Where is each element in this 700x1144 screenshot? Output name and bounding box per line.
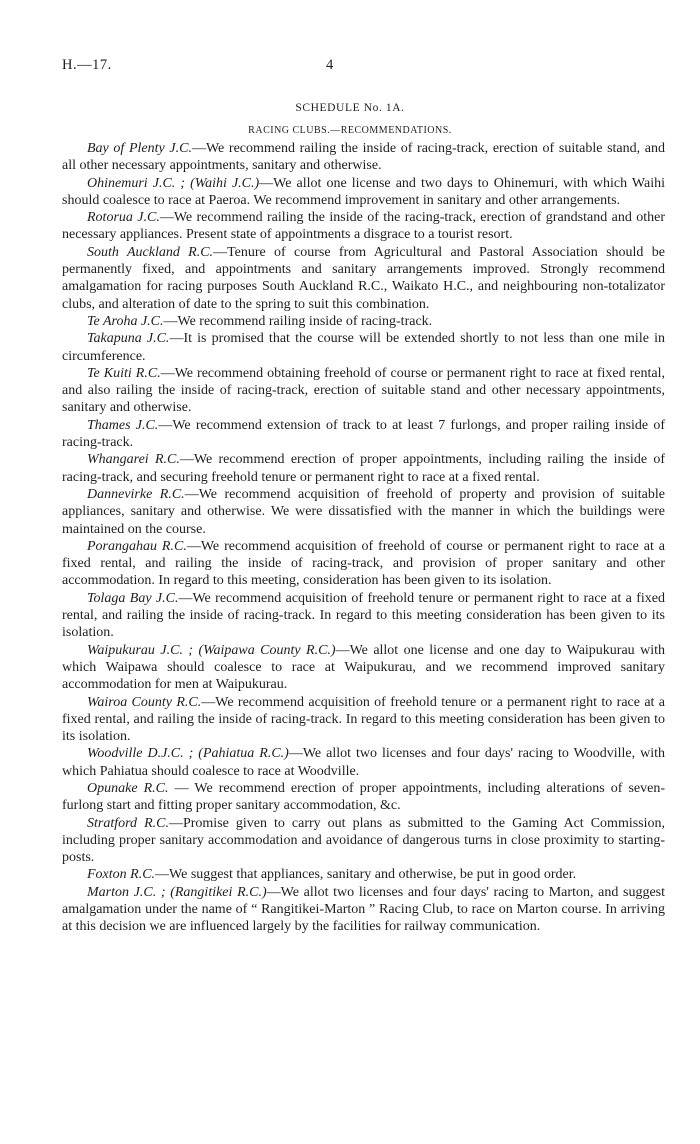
- club-name: Marton J.C. ; (Rangitikei R.C.): [87, 884, 267, 900]
- recommendation-tolaga-bay: [62, 590, 665, 642]
- club-name: Wairoa County R.C.: [87, 694, 202, 710]
- recommendation-te-aroha: [62, 313, 665, 330]
- club-name: Stratford R.C.: [87, 815, 169, 831]
- recommendation-stratford: [62, 815, 665, 867]
- recommendation-text: —We recommend extension of track to at least 7 furlongs, and proper railing inside of racing-track.: [62, 417, 665, 451]
- club-name: Te Kuiti R.C.: [87, 365, 161, 381]
- recommendation-text: —We recommend railing the inside of the racing-track, erection of grandstand and other necessary appliances. Present state of appointments a disgrace to a tourist resort.: [62, 210, 665, 243]
- club-name: Takapuna J.C.: [87, 331, 170, 347]
- recommendation-text: —We recommend obtaining freehold of course or permanent right to race at fixed rental, and also railing the inside of racing-track, erection of suitable stand and other necessary appointments, sanitary and otherwise.: [62, 365, 665, 416]
- schedule-subtitle: RACING CLUBS.—RECOMMENDATIONS.: [248, 125, 452, 136]
- recommendation-waipukurau: [62, 642, 665, 694]
- recommendation-opunake: [62, 780, 665, 815]
- recommendation-wairoa-county: [62, 694, 665, 746]
- club-name: Dannevirke R.C.: [87, 486, 185, 502]
- recommendations-body: [62, 140, 665, 936]
- recommendation-text: — We recommend erection of proper appointments, including alterations of seven-furlong start and fitting proper sanitary accommodation, &c.: [62, 780, 665, 814]
- recommendation-woodville: [62, 745, 665, 780]
- recommendation-te-kuiti: [62, 365, 665, 417]
- schedule-title: SCHEDULE No. 1A.: [295, 102, 405, 114]
- recommendation-text: —We allot one license and two days to Ohinemuri, with which Waihi should coalesce to race at Paeroa. We recommend improvement in sanitary and other arrangements.: [62, 175, 665, 208]
- recommendation-rotorua: [62, 209, 665, 244]
- club-name: Opunake R.C.: [87, 780, 169, 796]
- recommendation-text: —We allot two licenses and four days' racing to Woodville, with which Pahiatua should coalesce to race at Woodville.: [62, 746, 665, 779]
- recommendation-dannevirke: [62, 486, 665, 538]
- recommendation-marton: [62, 884, 665, 936]
- recommendation-takapuna: [62, 330, 665, 365]
- recommendation-text: —We suggest that appliances, sanitary and otherwise, be put in good order.: [155, 867, 577, 883]
- recommendation-text: —We allot one license and one day to Waipukurau with which Waipawa should coalesce to race at Waipukurau, and we recommend improved sanitary accommodation for men at Waipukurau.: [62, 642, 665, 693]
- recommendation-text: —We recommend erection of proper appointments, including railing the inside of racing-track, and securing freehold tenure or permanent right to race at a fixed rental.: [62, 452, 665, 485]
- recommendation-bay-of-plenty: [62, 140, 665, 175]
- page-number: 4: [326, 57, 334, 73]
- club-name: Waipukurau J.C. ; (Waipawa County R.C.): [87, 642, 336, 658]
- club-name: Porangahau R.C.: [87, 538, 187, 554]
- recommendation-text: —Promise given to carry out plans as submitted to the Gaming Act Commission, including proper sanitary accommodation and avoidance of dangerous turns in close proximity to starting-posts.: [62, 815, 666, 866]
- recommendation-text: —We recommend acquisition of freehold tenure or permanent right to race at a fixed rental, and railing the inside of racing-track. In regard to this meeting consideration has been given to its isolation.: [62, 590, 665, 641]
- recommendation-porangahau: [62, 538, 665, 590]
- club-name: Tolaga Bay J.C.: [87, 590, 179, 606]
- recommendation-text: —Tenure of course from Agricultural and Pastoral Association should be permanently fixed, and appointments and sanitary arrangements improved. Strongly recommend amalgamation for racing purposes South Auckland R.C., Waikato H.C., and neighbouring non-totalizator clubs, and alteration of date to the spring to suit this combination.: [62, 244, 665, 312]
- club-name: South Auckland R.C.: [87, 244, 214, 260]
- club-name: Woodville D.J.C. ; (Pahiatua R.C.): [87, 746, 289, 762]
- club-name: Foxton R.C.: [87, 867, 156, 883]
- recommendation-text: —We recommend acquisition of freehold tenure or a permanent right to race at a fixed rental, and railing the inside of racing-track. In regard to this meeting consideration has been given to its isolation.: [62, 694, 665, 745]
- club-name: Te Aroha J.C.: [87, 313, 164, 329]
- club-name: Thames J.C.: [87, 417, 159, 433]
- recommendation-ohinemuri: [62, 175, 665, 210]
- recommendation-text: —We recommend railing the inside of racing-track, erection of suitable stand, and all other necessary appointments, sanitary and otherwise.: [62, 141, 666, 174]
- club-name: Whangarei R.C.: [87, 452, 180, 468]
- recommendation-text: —It is promised that the course will be extended shortly to not less than one mile in circumference.: [62, 331, 665, 364]
- club-name: Rotorua J.C.: [87, 210, 160, 226]
- club-name: Bay of Plenty J.C.: [87, 141, 192, 156]
- recommendation-text: —We recommend acquisition of freehold of course or permanent right to race at a fixed rental, and railing the inside of racing-track, and provision of proper sanitary and other accommodation. In regard to this meeting, consideration has been given to its isolation.: [62, 538, 665, 589]
- recommendation-text: —We recommend railing inside of racing-track.: [163, 313, 433, 329]
- recommendation-foxton: [62, 866, 665, 883]
- club-name: Ohinemuri J.C. ; (Waihi J.C.): [87, 175, 260, 191]
- report-reference: H.—17.: [62, 57, 112, 73]
- recommendation-text: —We allot two licenses and four days' racing to Marton, and suggest amalgamation under the name of “ Rangitikei-Marton ” Racing Club, to race on Marton course. In arriving at this decision we are influenced largely by the facilities for railway communication.: [62, 884, 666, 935]
- recommendation-text: —We recommend acquisition of freehold of property and provision of suitable appliances, sanitary and otherwise. We were dissatisfied with the manner in which the buildings were maintained on the course.: [62, 486, 666, 537]
- recommendation-south-auckland: [62, 244, 665, 313]
- recommendation-whangarei: [62, 451, 665, 486]
- recommendation-thames: [62, 417, 665, 452]
